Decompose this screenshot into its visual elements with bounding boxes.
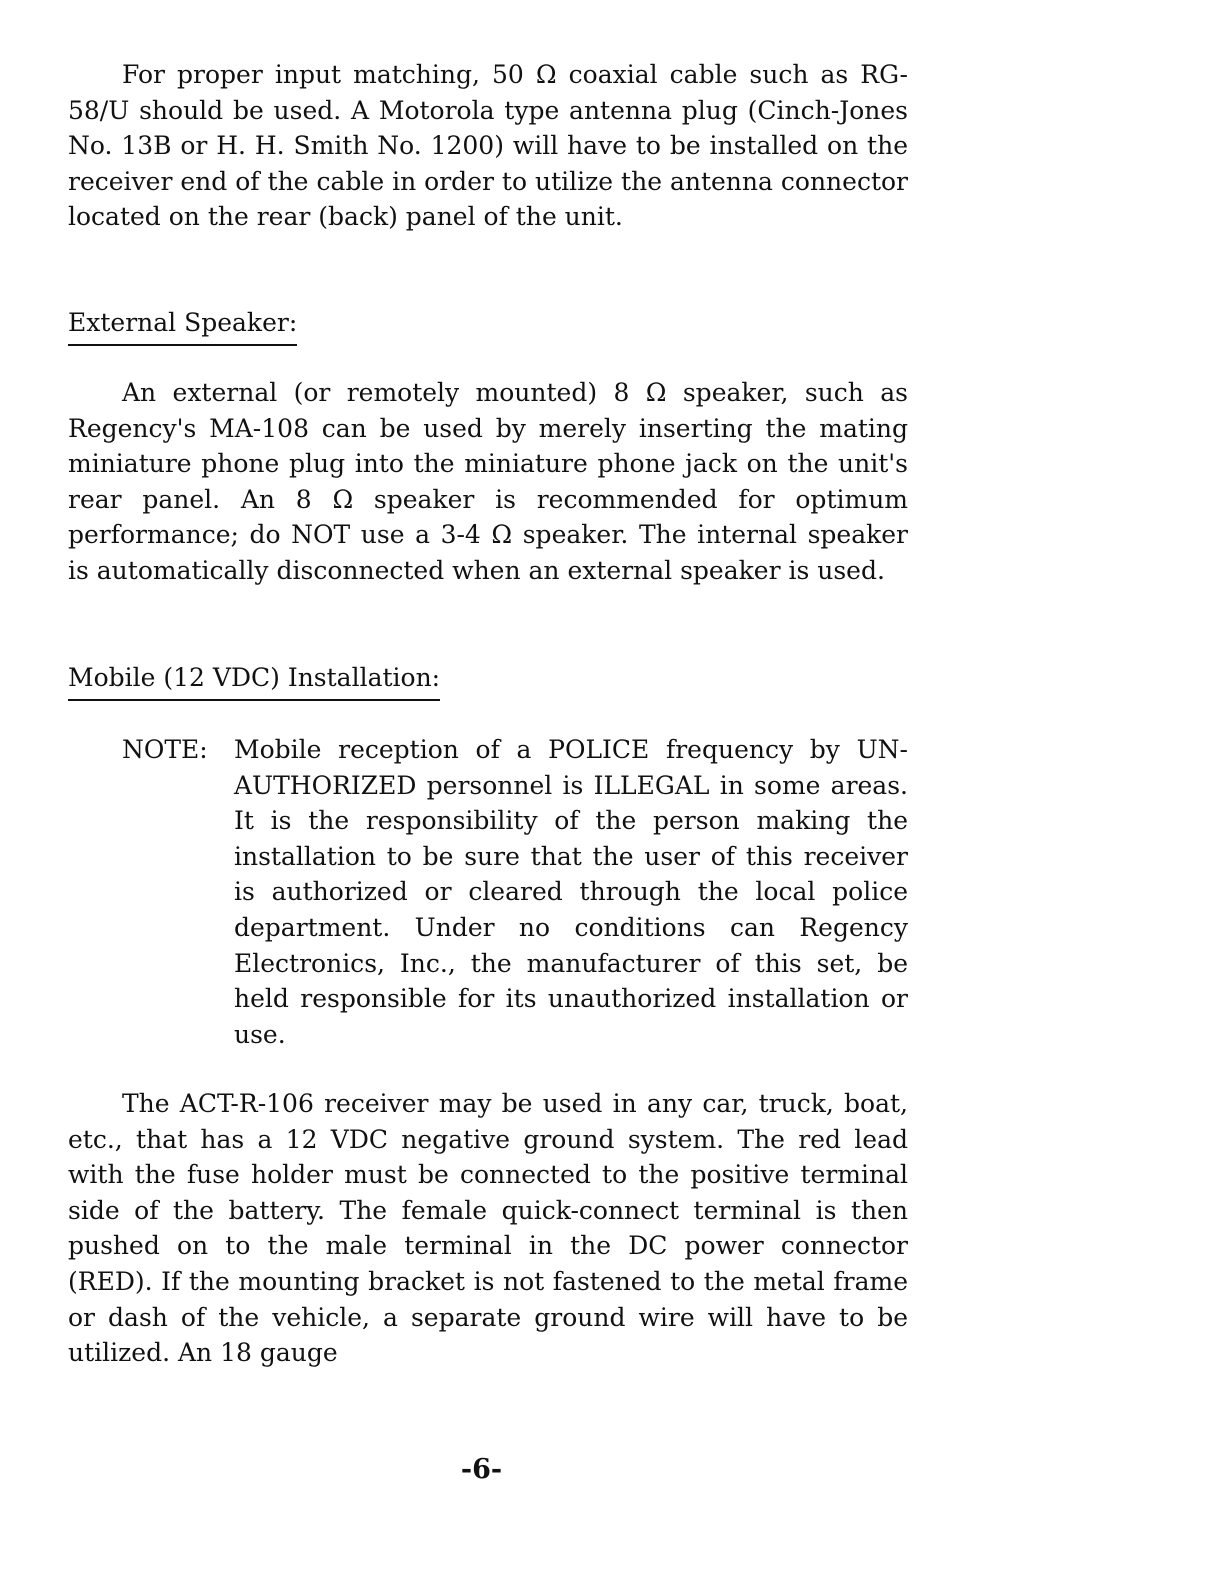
page-number: -6- [460,1454,503,1485]
note-text: Mobile reception of a POLICE frequency by UN-AUTHORIZED personnel is ILLEGAL in some areas. It is the responsibility of the person making the installation to be sure that the user of this receiver is authorized or cleared through the local police department. Under no conditions can Regency Electronics, Inc., the manufacturer of this set, be held responsible for its unauthorized installation or use. [234,735,908,1049]
heading-external-speaker: External Speaker: [68,305,297,346]
paragraph-external-speaker: An external (or remotely mounted) 8 Ω speaker, such as Regency's MA-108 can be used by merely inserting the mating miniature phone plug into the miniature phone jack on the unit's rear panel. An 8 Ω speaker is recommended for optimum performance; do NOT use a 3-4 Ω speaker. The internal speaker is automatically disconnected when an external speaker is used. [68,378,908,585]
heading-mobile-installation: Mobile (12 VDC) Installation: [68,660,440,701]
note-block [122,732,908,1052]
paragraph-input-matching: For proper input matching, 50 Ω coaxial cable such as RG-58/U should be used. A Motorola type antenna plug (Cinch-Jones No. 13B or H. H. Smith No. 1200) will have to be installed on the receiver end of the cable in order to utilize the antenna connector located on the rear (back) panel of the unit. [68,60,908,232]
note-label: NOTE: [122,735,208,764]
paragraph-mobile-installation: The ACT-R-106 receiver may be used in any car, truck, boat, etc., that has a 12 VDC negative ground system. The red lead with the fuse holder must be connected to the positive terminal side of the battery. The female quick-connect terminal is then pushed on to the male terminal in the DC power connector (RED). If the mounting bracket is not fastened to the metal frame or dash of the vehicle, a separate ground wire will have to be utilized. An 18 gauge [68,1089,908,1368]
